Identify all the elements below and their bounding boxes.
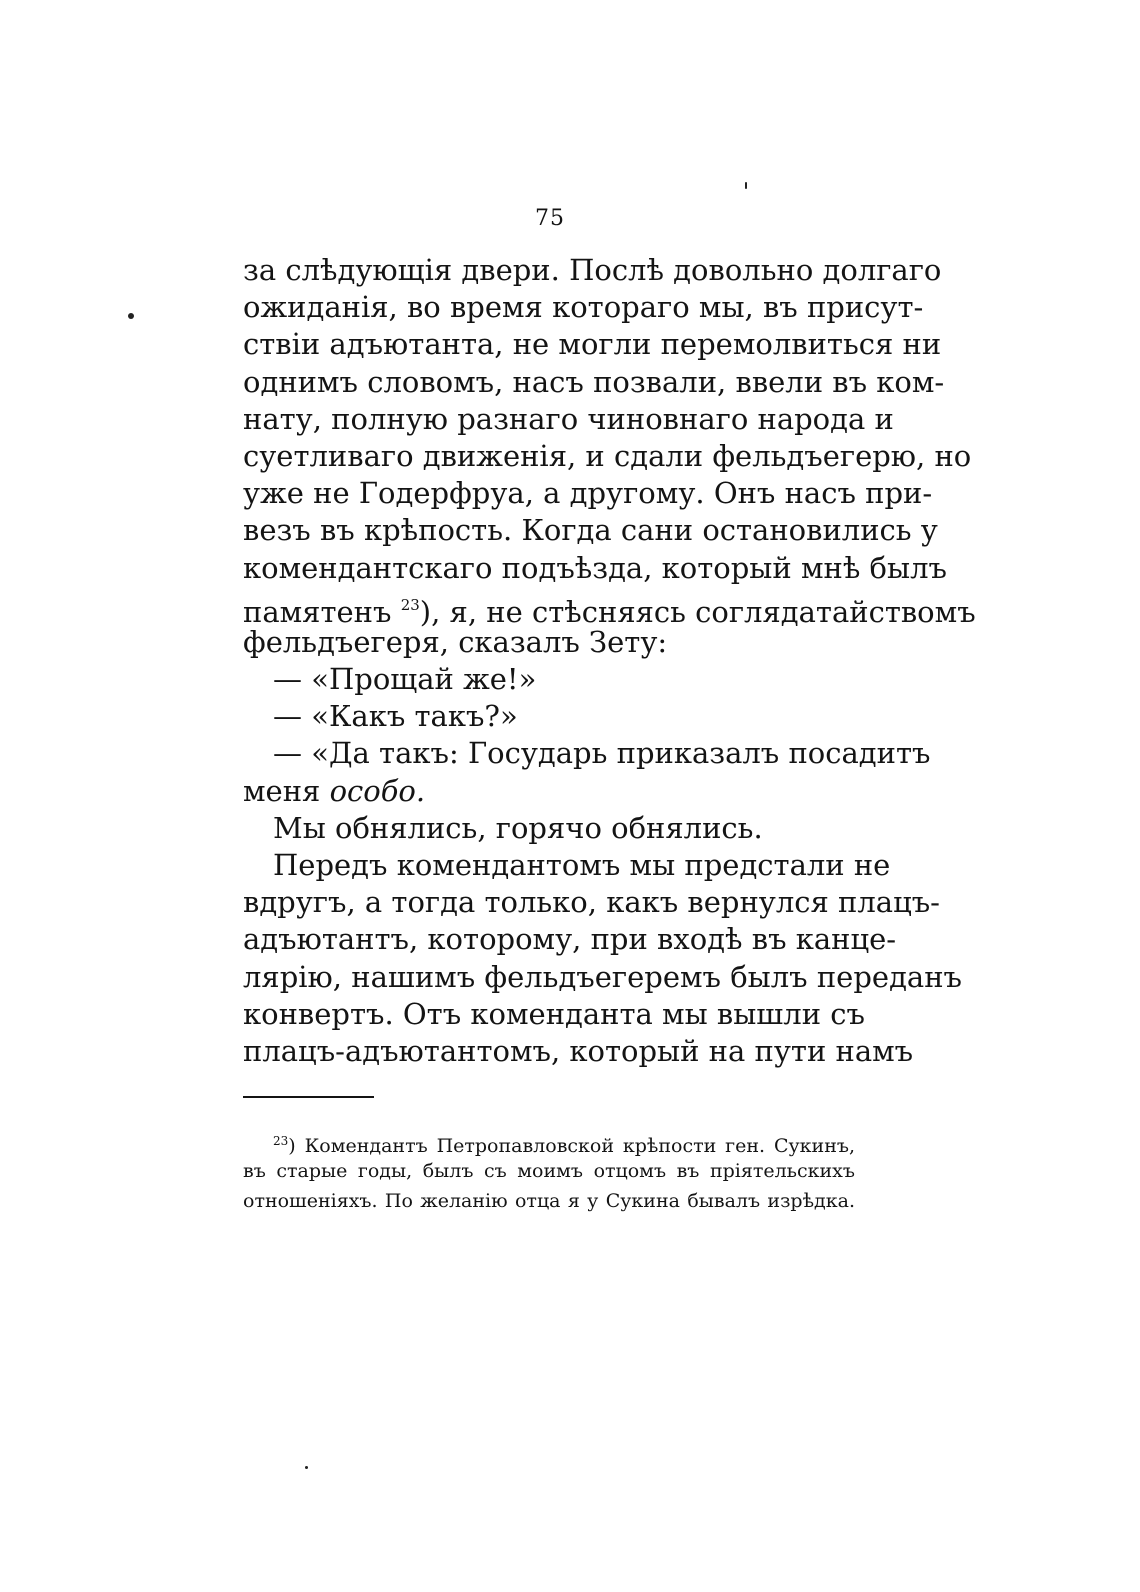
scan-speck [305,1466,308,1469]
text-fragment: памятенъ [243,594,392,629]
text-line: адъютантъ, которому, при входѣ въ канце- [243,922,897,957]
footnote [243,1126,855,1216]
text-fragment: ) Комендантъ Петропавловской крѣпости ген. Сукинъ, [288,1135,855,1157]
text-fragment: меня [243,773,321,808]
text-line: Передъ комендантомъ мы предстали не [273,848,891,882]
text-line: однимъ словомъ, насъ позвали, ввели въ ком- [243,364,945,399]
dialogue-line: — «Да такъ: Государь приказалъ посадитъ [273,736,931,771]
text-line: везъ въ крѣпость. Когда сани остановились у [243,513,938,548]
dialogue-line: — «Прощай же!» [273,662,537,697]
body-text [243,252,976,1070]
dialogue-line-end [243,773,855,810]
text-line: конвертъ. Отъ коменданта мы вышли съ [243,996,865,1031]
dialogue-line: — «Какъ такъ?» [273,699,518,734]
text-line: комендантскаго подъѣзда, который мнѣ былъ [243,550,947,585]
scan-speck [128,313,134,319]
text-line: уже не Годерфруа, а другому. Онъ насъ при- [243,476,933,511]
text-line: ствіи адъютанта, не могли перемолвиться ни [243,327,942,362]
footnote-line: въ старые годы, былъ съ моимъ отцомъ въ пріятельскихъ [243,1160,855,1182]
page-number: 75 [535,206,565,231]
text-line: нату, полную разнаго чиновнаго народа и [243,401,894,436]
italic-emphasis: особо. [329,773,426,808]
text-line: лярію, нашимъ фельдъегеремъ былъ переданъ [243,959,962,994]
paragraph: Мы обнялись, горячо обнялись. [273,810,763,845]
footnote-ref: 23 [400,595,420,614]
text-line: за слѣдующія двери. Послѣ довольно долгаго [243,253,942,287]
footnote-line [243,1126,855,1156]
footnote-divider [243,1096,374,1098]
text-line: фельдъегеря, сказалъ Зету: [243,624,668,659]
text-line: вдругъ, а тогда только, какъ вернулся плацъ- [243,885,940,920]
footnote-line: отношеніяхъ. По желанію отца я у Сукина бывалъ изрѣдка. [243,1190,855,1212]
footnote-number: 23 [273,1134,289,1148]
text-line: суетливаго движенія, и сдали фельдъегерю, но [243,438,972,473]
text-line-with-footnote-ref [243,587,976,629]
text-line: плацъ-адъютантомъ, который на пути намъ [243,1033,914,1068]
text-line: ожиданія, во время котораго мы, въ присут- [243,290,924,325]
text-fragment: ), я, не стѣсняясь соглядатайствомъ [419,594,976,629]
scan-speck [745,182,747,189]
